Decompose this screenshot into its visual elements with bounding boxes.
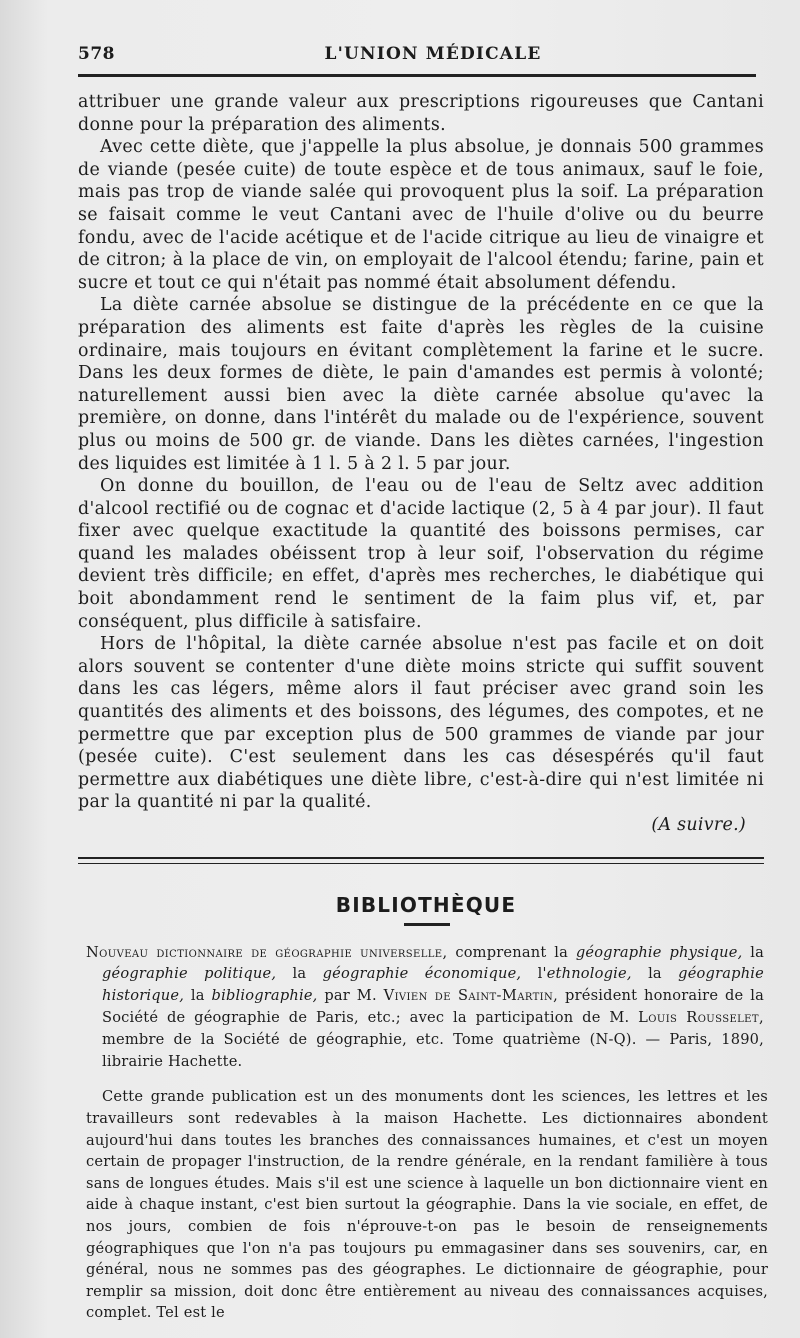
- bib-italic: géographie physique,: [575, 943, 743, 961]
- bib-italic: bibliographie,: [211, 987, 318, 1005]
- page-number: 578: [78, 44, 115, 64]
- header-rule: [78, 74, 756, 77]
- paragraph: attribuer une grande valeur aux prescriptions rigoureuses que Cantani donne pour la préparation des aliments.: [78, 92, 764, 135]
- paragraph: Hors de l'hôpital, la diète carnée absolue n'est pas facile et on doit alors souvent se contenter d'une diète moins stricte qui suffit souvent dans les cas légers, même alors il faut préciser avec grand soin les quantités des aliments et des boissons, des légumes, des compotes, et ne permettre que par exception plus de 500 grammes de viande par jour (pesée cuite). C'est seulement dans les cas désespérés qu'il faut permettre aux diabétiques une diète libre, c'est-à-dire qui n'est limitée ni par la quantité ni par la qualité.: [78, 634, 764, 813]
- bib-italic: ethnologie,: [546, 965, 632, 983]
- paragraph: La diète carnée absolue se distingue de la précédente en ce que la préparation des aliments est faite d'après les règles de la cuisine ordinaire, mais toujours en évitant complètement la farine et le sucre. Dans les deux formes de diète, le pain d'amandes est permis à volonté; naturellement aussi bien avec la diète carnée absolue qu'avec la première, on donne, dans l'intérêt du malade ou de l'expérience, souvent plus ou moins de 500 gr. de viande. Dans les diètes carnées, l'ingestion des liquides est limitée à 1 l. 5 à 2 l. 5 par jour.: [78, 295, 764, 474]
- bib-text: la: [184, 987, 212, 1005]
- bib-text: la: [631, 965, 679, 983]
- bibliography-entry: [86, 942, 764, 1073]
- journal-title: L'UNION MÉDICALE: [324, 44, 542, 64]
- bib-text: l': [521, 965, 547, 983]
- book-title: Nouveau dictionnaire de géographie universelle,: [86, 943, 448, 961]
- author-name: Vivien de Saint-Martin,: [383, 987, 559, 1005]
- section-heading: BIBLIOTHÈQUE: [335, 892, 517, 917]
- bib-text: par M.: [317, 987, 384, 1005]
- bib-text: président honoraire de la Société de géographie de Paris, etc.; avec la participation de M.: [102, 987, 764, 1026]
- section-divider: [78, 857, 764, 864]
- bib-italic: géographie politique,: [102, 965, 277, 983]
- bib-italic: géographie économique,: [322, 965, 522, 983]
- heading-underline: [404, 923, 450, 926]
- article-body: [78, 91, 764, 837]
- bib-italic: géographie historique,: [102, 965, 765, 1005]
- to-be-continued: (A suivre.): [651, 815, 746, 835]
- coauthor-name: Louis Rousselet,: [638, 1008, 764, 1026]
- bib-text: la: [742, 943, 764, 961]
- bib-text: la: [276, 965, 323, 983]
- bib-text: comprenant la: [447, 943, 576, 961]
- running-head: [78, 38, 764, 72]
- review-paragraph: Cette grande publication est un des monuments dont les sciences, les lettres et les travailleurs sont redevables à la maison Hachette. Les dictionnaires abondent aujourd'hui dans toutes les branches des connaissances humaines, et c'est un moyen certain de propager l'instruction, de la rendre générale, en la rendant familière à tous sans de longues études. Mais s'il est une science à laquelle un bon dictionnaire vient en aide à chaque instant, c'est bien surtout la géographie. Dans la vie sociale, en effet, de nos jours, combien de fois n'éprouve-t-on pas le besoin de renseignements géographiques que l'on n'a pas toujours pu emmagasiner dans ses souvenirs, car, en général, nous ne sommes pas des géographes. Le dictionnaire de géographie, pour remplir sa mission, doit donc être entièrement au niveau des connaissances acquises, complet. Tel est le: [86, 1088, 768, 1322]
- paragraph: On donne du bouillon, de l'eau ou de l'eau de Seltz avec addition d'alcool rectifié ou de cognac et d'acide lactique (2, 5 à 4 par jour). Il faut fixer avec quelque exactitude la quantité des boissons permises, car quand les malades obéissent trop à leur soif, l'observation du régime devient très difficile; en effet, d'après mes recherches, le diabétique qui boit abondamment rend le sentiment de la faim plus vif, et, par conséquent, plus difficile à satisfaire.: [78, 476, 764, 632]
- bib-text: membre de la Société de géographie, etc. Tome quatrième (N-Q). — Paris, 1890, librairie Hachette.: [102, 1030, 764, 1070]
- paragraph: Avec cette diète, que j'appelle la plus absolue, je donnais 500 grammes de viande (pesée cuite) de toute espèce et de tous animaux, sauf le foie, mais pas trop de viande salée qui provoquent plus la soif. La préparation se faisait comme le veut Cantani avec de l'huile d'olive ou du beurre fondu, avec de l'acide acétique et de l'acide citrique au lieu de vinaigre et de citron; à la place de vin, on employait de l'alcool étendu; farine, pain et sucre et tout ce qui n'était pas nommé était absolument défendu.: [78, 137, 764, 293]
